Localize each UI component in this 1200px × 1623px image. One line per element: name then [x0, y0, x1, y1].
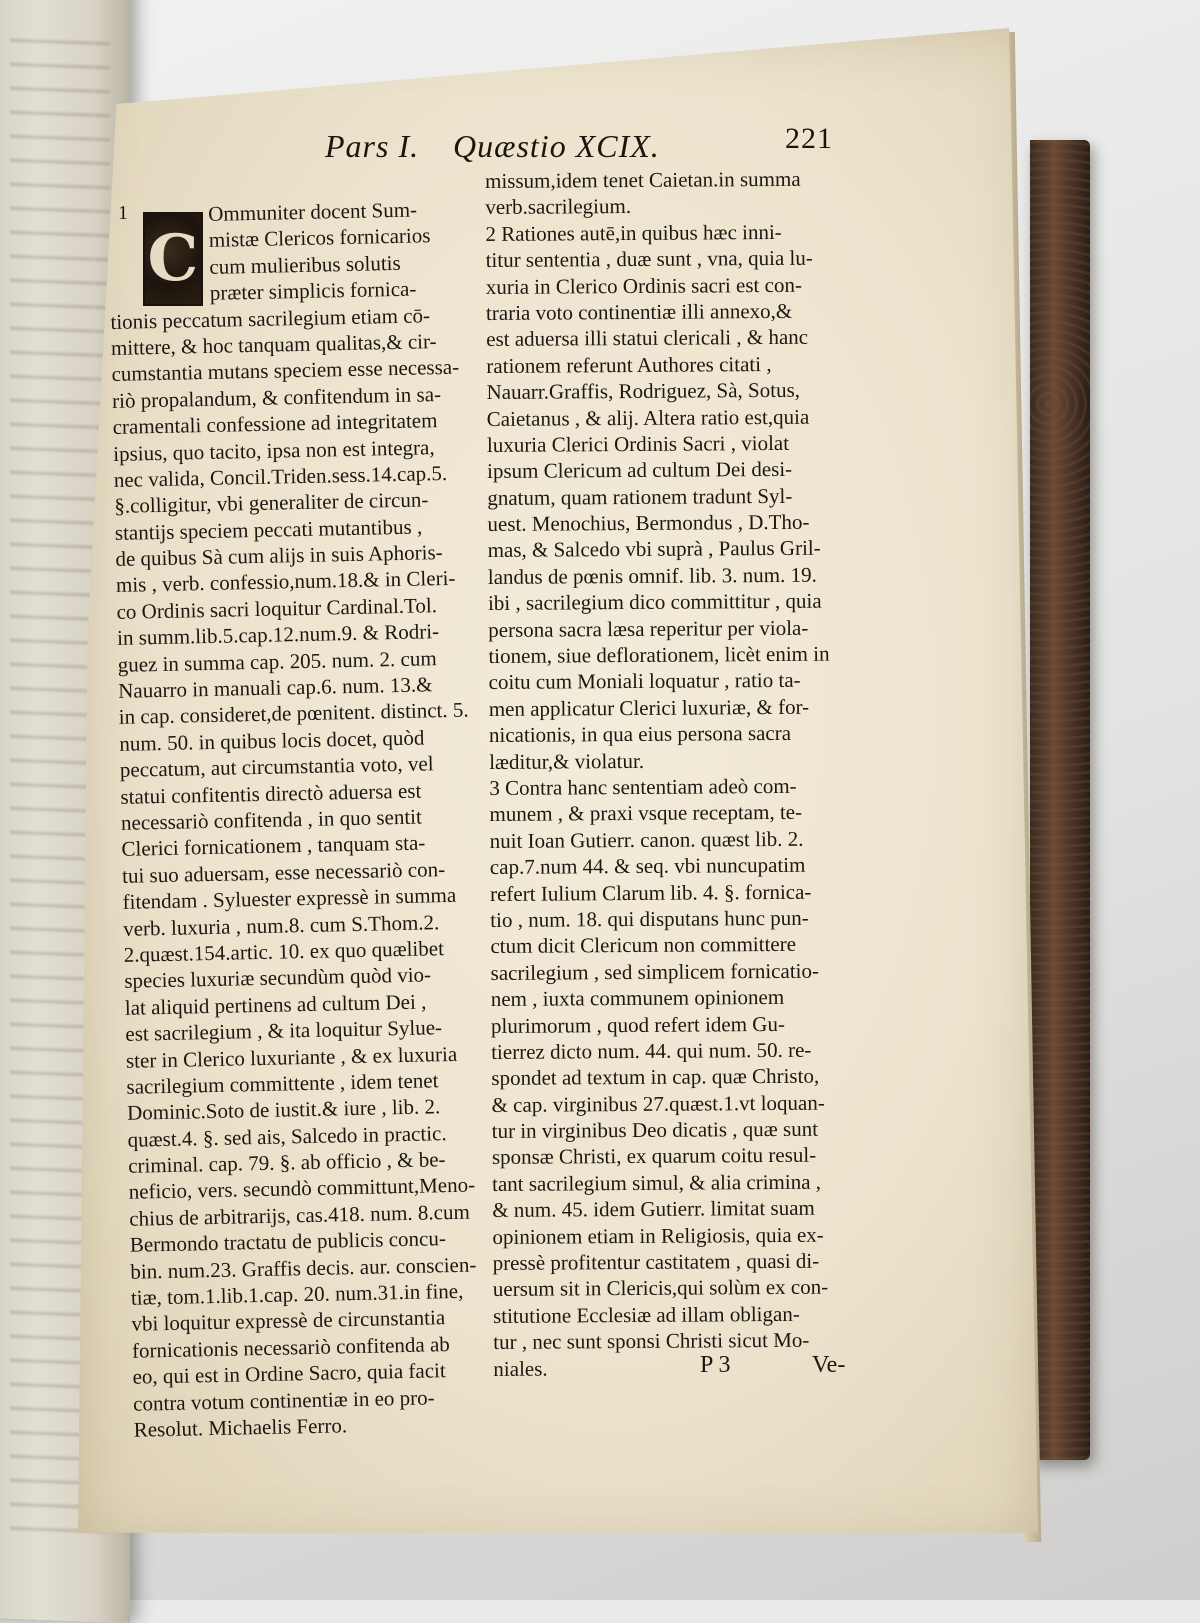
text-line: uersum sit in Clericis,qui solùm ex con- [492, 1275, 829, 1302]
text-line: Nauarro in manuali cap.6. num. 13.& [117, 672, 433, 703]
text-line: peccatum, aut circumstantia voto, vel [119, 751, 434, 783]
text-line: niales. [493, 1356, 548, 1381]
text-line: mistæ Clericos fornicarios [208, 223, 431, 253]
text-line: quæst.4. §. sed ais, Salcedo in practic. [127, 1120, 447, 1152]
header-part: Pars I. [325, 128, 420, 164]
left-text-column [108, 195, 494, 1443]
text-line: vbi loquitur expressè de circunstantia [131, 1305, 446, 1337]
text-line: Bermondo tractatu de publicis concu- [129, 1226, 447, 1258]
text-line: 3 Contra hanc sententiam adeò com- [489, 773, 797, 800]
text-line: coitu cum Moniali loquatur , ratio ta- [488, 668, 801, 695]
book-cover-edge [1030, 140, 1090, 1460]
text-line: mittere, & hoc tanquam qualitas,& cir- [110, 329, 437, 360]
text-line: bin. num.23. Graffis decis. aur. conscien- [130, 1252, 477, 1284]
text-line: nuit Ioan Gutierr. canon. quæst lib. 2. [489, 826, 804, 853]
text-line: verb.sacrilegium. [485, 194, 632, 220]
text-line: de quibus Sà cum alijs in suis Aphoris- [115, 540, 443, 571]
signature-mark: P 3 [700, 1352, 731, 1378]
text-line: Dominic.Soto de iustit.& iure , lib. 2. [126, 1094, 441, 1126]
text-line: est aduersa illi statui clericali , & hanc [486, 325, 809, 352]
text-line: ipsum Clericum ad cultum Dei desi- [487, 457, 793, 484]
decorated-initial: C [143, 212, 203, 306]
text-line: præter simplicis fornica- [209, 276, 417, 306]
text-line: uest. Menochius, Bermondus , D.Tho- [487, 509, 810, 537]
text-line: ster in Clerico luxuriante , & ex luxuria [125, 1041, 458, 1073]
text-line: co Ordinis sacri loquitur Cardinal.Tol. [116, 593, 438, 624]
text-line: opinionem etiam in Religiosis, quia ex- [492, 1222, 824, 1249]
text-line: sacrilegium , sed simplicem fornicatio- [490, 958, 820, 985]
text-line: tionem, siue deflorationem, licèt enim in [488, 641, 830, 669]
text-line: Ommuniter docent Sum- [207, 197, 418, 226]
text-line: tui suo aduersam, esse necessariò con- [121, 856, 446, 888]
text-line: mis , verb. confessio,num.18.& in Cleri- [115, 566, 456, 598]
text-line: ctum dicit Clericum non committere [490, 932, 797, 959]
catchword: Ve- [812, 1352, 846, 1378]
text-line: §.colligitur, vbi generaliter de circun- [114, 487, 429, 519]
text-line: læditur,& violatur. [489, 748, 645, 774]
text-line: neficio, vers. secundò committunt,Meno- [128, 1172, 476, 1205]
text-line: luxuria Clerici Ordinis Sacri , violat [486, 430, 790, 457]
text-line: in cap. consideret,de pœnitent. distinct. 5. [118, 697, 469, 730]
text-line: est sacrilegium , & ita loquitur Sylue- [125, 1015, 443, 1046]
text-line: 2 Rationes autē,in quibus hæc inni- [485, 219, 782, 246]
header-quaestio: Quæstio XCIX. [453, 128, 660, 164]
text-line: ipsius, quo tacito, ipsa non est integra, [112, 434, 435, 466]
text-line: pressè profitentur castitatem , quasi di- [492, 1248, 820, 1275]
text-line: refert Iulium Clarum lib. 4. §. fornica- [489, 879, 812, 906]
text-line: tierrez dicto num. 44. qui num. 50. re- [491, 1037, 812, 1064]
text-line: titur sententia , duæ sunt , vna, quia lu- [485, 245, 813, 273]
text-line: verb. luxuria , num.8. cum S.Thom.2. [122, 909, 440, 941]
text-line: nicationis, in qua eius persona sacra [488, 721, 792, 748]
text-line: species luxuriæ secundùm quòd vio- [124, 962, 432, 994]
text-line: spondet ad textum in cap. quæ Christo, [491, 1063, 820, 1091]
text-line: nec valida, Concil.Triden.sess.14.cap.5. [113, 460, 448, 492]
text-line: Clerici fornicationem , tanquam sta- [121, 830, 426, 862]
text-line: in summ.lib.5.cap.12.num.9. & Rodri- [116, 619, 440, 651]
text-line: persona sacra læsa reperitur per viola- [488, 615, 809, 642]
text-line: tant sacrilegium simul, & alia crimina , [492, 1169, 822, 1196]
text-line: cramentali confessione ad integritatem [112, 408, 438, 440]
text-line: stitutione Ecclesiæ ad illam obligan- [492, 1301, 800, 1328]
text-line: plurimorum , quod refert idem Gu- [490, 1011, 786, 1038]
text-line: guez in summa cap. 205. num. 2. cum [117, 645, 437, 677]
text-line: men applicatur Clerici luxuriæ, & for- [488, 694, 810, 721]
text-line: 2.quæst.154.artic. 10. ex quo quælibet [123, 936, 445, 967]
text-line: cumstantia mutans speciem esse necessa- [111, 355, 460, 387]
text-line: Nauarr.Graffis, Rodriguez, Sà, Sotus, [486, 377, 801, 405]
text-line: traria voto continentiæ illi annexo,& [485, 298, 793, 325]
text-line: cum mulieribus solutis [209, 250, 401, 279]
text-line: Caietanus , & alij. Altera ratio est,quia [486, 404, 810, 431]
text-line: tur in virginibus Deo dicatis , quæ sunt [491, 1116, 819, 1144]
text-line: cap.7.num 44. & seq. vbi nuncupatim [489, 852, 806, 880]
text-line: gnatum, quam rationem tradunt Syl- [487, 483, 793, 510]
text-line: mas, & Salcedo vbi suprà , Paulus Gril- [487, 536, 821, 563]
text-line: contra votum continentiæ in eo pro- [132, 1385, 435, 1416]
text-line: tionis peccatum sacrilegium etiam cō- [110, 302, 431, 334]
text-line: statui confitentis directò aduersa est [120, 778, 422, 809]
page-number: 221 [785, 122, 833, 155]
text-line: tio , num. 18. qui disputans hunc pun- [490, 905, 809, 932]
text-line: tiæ, tom.1.lib.1.cap. 20. num.31.in fine, [130, 1278, 464, 1310]
text-line: sponsæ Christi, ex quarum coitu resul- [491, 1143, 817, 1170]
text-line: fitendam . Syluester expressè in summa [122, 883, 457, 915]
text-line: & num. 45. idem Gutierr. limitat suam [492, 1195, 815, 1223]
text-line: nem , iuxta communem opinionem [490, 985, 785, 1012]
text-line: riò propalandum, & confitendum in sa- [111, 381, 442, 413]
right-text-column [485, 165, 885, 1382]
text-line: Resolut. Michaelis Ferro. [133, 1413, 348, 1442]
text-line: chius de arbitrarijs, cas.418. num. 8.cum [129, 1199, 471, 1231]
text-line: tur , nec sunt sponsi Christi sicut Mo- [493, 1327, 810, 1355]
text-line: criminal. cap. 79. §. ab officio , & be- [127, 1147, 446, 1178]
text-line: & cap. virginibus 27.quæst.1.vt loquan- [491, 1090, 825, 1117]
text-line: rationem referunt Authores citati , [486, 351, 772, 378]
text-line: xuria in Clerico Ordinis sacri est con- [485, 272, 802, 299]
text-line: landus de pœnis omnif. lib. 3. num. 19. [487, 562, 817, 589]
text-line: ibi , sacrilegium dico committitur , quia [487, 588, 822, 616]
text-line: sacrilegium committente , idem tenet [126, 1068, 439, 1099]
section-number: 1 [118, 202, 128, 224]
text-line: lat aliquid pertinens ad cultum Dei , [124, 989, 427, 1020]
text-line: necessariò confitenda , in quo sentit [120, 804, 423, 835]
text-line: missum,idem tenet Caietan.in summa [485, 166, 801, 193]
text-line: num. 50. in quibus locis docet, quòd [119, 725, 425, 756]
text-line: munem , & praxi vsque receptam, te- [489, 800, 803, 827]
text-line: eo, qui est in Ordine Sacro, quia facit [132, 1358, 446, 1389]
text-line: stantijs speciem peccati mutantibus , [114, 514, 423, 545]
text-line: fornicationis necessariò confitenda ab [131, 1331, 451, 1363]
